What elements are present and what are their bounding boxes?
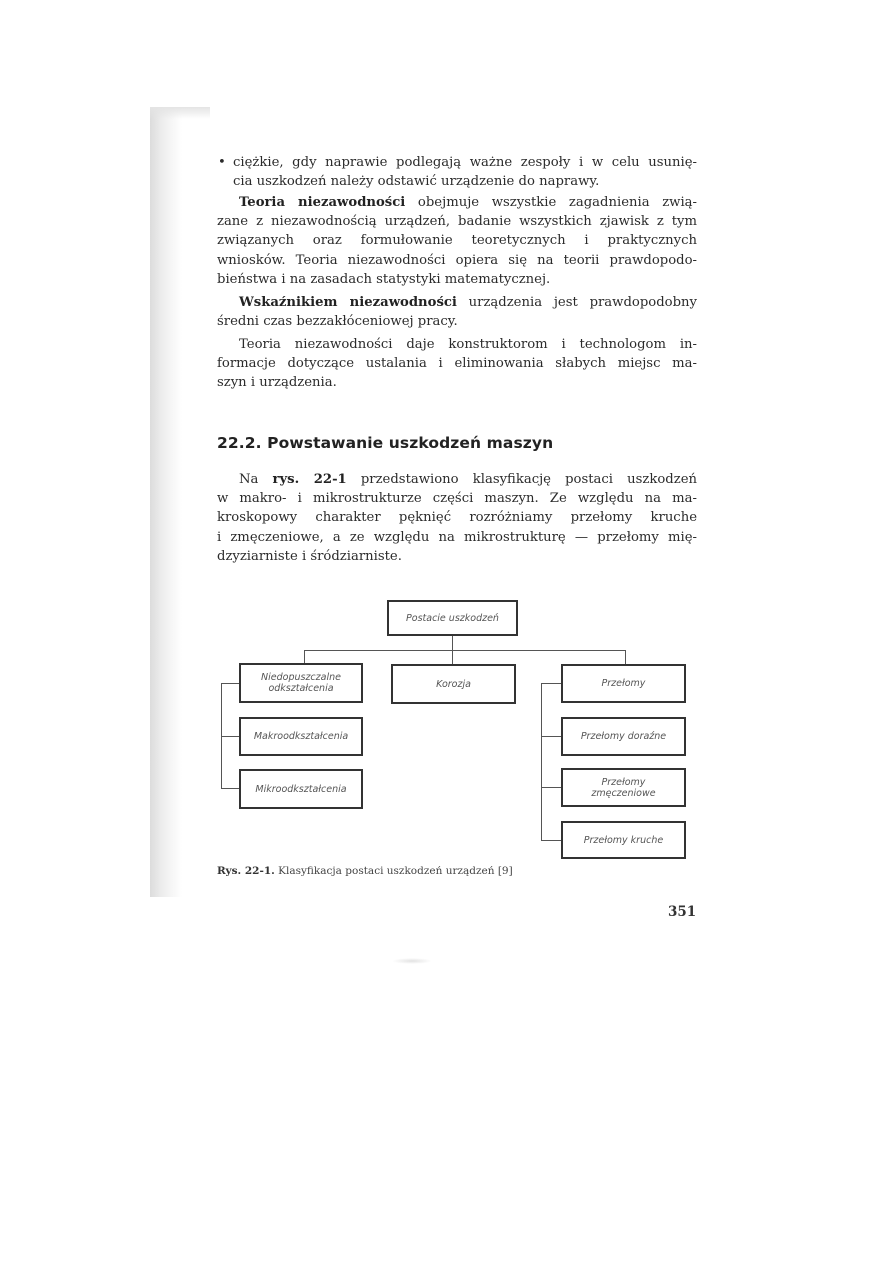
term-reliability-theory: Teoria niezawodności (239, 195, 406, 210)
connector-right-h2 (541, 736, 561, 737)
box-fatigue-fractures: Przełomy zmęczeniowe (561, 768, 686, 807)
box-damage-forms: Postacie uszkodzeń (387, 600, 518, 636)
connector-right-down (625, 650, 626, 664)
bullet-icon: • (218, 155, 226, 170)
bullet-paragraph: • ciężkie, gdy naprawie podlegają ważne zespoły i w celu usunię- cia uszkodzeń należy odstawić urządzenie do naprawy. (218, 155, 697, 190)
term-reliability-indicator: Wskaźnikiem niezawodności (239, 295, 457, 310)
paragraph-damage-classification: Na rys. 22-1 przedstawiono klasyfikację postaci uszkodzeń w makro- i mikrostrukturze części maszyn. Ze względu na ma- kroskopowy charakter pęknięć rozróżniamy przełomy kruche i zmęczeniowe, a ze względu na mikrostrukturę — przełomy mię- dzyziarniste i śródziarniste. (217, 472, 697, 564)
paragraph-reliability-indicator: Wskaźnikiem niezawodności urządzenia jest prawdopodobny średni czas bezzakłóceniowej pracy. (217, 295, 697, 330)
figure-caption (217, 865, 513, 877)
box-corrosion: Korozja (391, 664, 516, 704)
page-number: 351 (668, 904, 697, 920)
box-brittle-fractures: Przełomy kruche (561, 821, 686, 859)
section-heading: 22.2. Powstawanie uszkodzeń maszyn (217, 434, 554, 452)
connector-right-h3 (541, 787, 561, 788)
connector-left-h1 (221, 683, 239, 684)
box-sudden-fractures: Przełomy doraźne (561, 717, 686, 756)
connector-root-down (452, 635, 453, 664)
caption-label: Rys. 22-1. (217, 865, 275, 877)
connector-left-h3 (221, 788, 239, 789)
paragraph-reliability-usage: Teoria niezawodności daje konstruktorom i technologom in- formacje dotyczące ustalania i eliminowania słabych miejsc ma- szyn i urządzenia. (217, 337, 697, 391)
connector-left-h2 (221, 736, 239, 737)
paragraph-reliability-theory: Teoria niezawodności obejmuje wszystkie zagadnienia zwią- zane z niezawodnością urządzeń, badanie wszystkich zjawisk z tym związanych oraz formułowanie teoretycznych i praktycznych wniosków. Teoria niezawodności opiera się na teorii prawdopodo- bieństwa i na zasadach statystyki matematycznej. (217, 195, 697, 287)
box-fractures: Przełomy (561, 664, 686, 703)
box-inadmissible-deformations: Niedopuszczalne odkształcenia (239, 663, 363, 703)
connector-left-vertical (221, 683, 222, 788)
page-scan-shadow-top (150, 107, 210, 119)
connector-right-h1 (541, 683, 561, 684)
connector-left-down (304, 650, 305, 664)
box-macro-deformations: Makroodkształcenia (239, 717, 363, 756)
page-scan-shadow (150, 107, 182, 897)
scan-smudge (392, 958, 432, 964)
connector-right-vertical (541, 683, 542, 840)
connector-right-h4 (541, 840, 561, 841)
box-micro-deformations: Mikroodkształcenia (239, 769, 363, 809)
connector-horizontal (304, 650, 626, 651)
caption-text: Klasyfikacja postaci uszkodzeń urządzeń [9] (274, 865, 513, 877)
figure-reference: rys. 22-1 (272, 472, 347, 487)
